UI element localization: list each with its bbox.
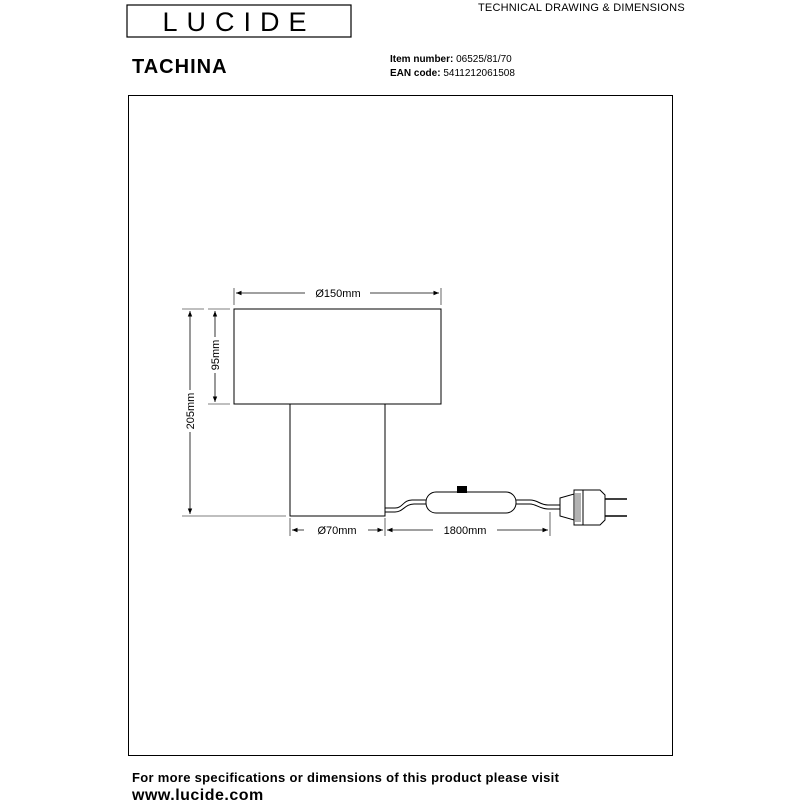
inline-switch: [426, 492, 516, 513]
item-number-label: Item number:: [390, 54, 454, 65]
dimension-shade-diameter: [234, 286, 441, 305]
shade-diameter-label: Ø150mm: [315, 288, 361, 300]
lamp-base: [290, 404, 385, 516]
total-height-label: 205mm: [185, 392, 197, 430]
cable-length-label: 1800mm: [443, 525, 487, 537]
brand-wordmark: LUCIDE: [162, 7, 316, 37]
shade-height-label: 95mm: [210, 339, 222, 371]
ean-code-value: 5411212061508: [443, 68, 515, 79]
website-link[interactable]: www.lucide.com: [132, 787, 264, 804]
ean-code-label: EAN code:: [390, 68, 441, 79]
product-name: TACHINA: [132, 56, 228, 78]
dimension-base-diameter: [290, 518, 385, 537]
document-type: TECHNICAL DRAWING & DIMENSIONS: [478, 2, 685, 14]
switch-rocker: [457, 486, 467, 493]
item-number-value: 06525/81/70: [456, 54, 512, 65]
base-diameter-label: Ø70mm: [317, 525, 357, 537]
lamp-shade: [234, 309, 441, 404]
dimension-cable-length: [387, 512, 550, 537]
dimension-shade-height: [208, 309, 230, 404]
footer-note: For more specifications or dimensions of this product please visit: [132, 770, 560, 785]
power-plug: [560, 490, 627, 525]
